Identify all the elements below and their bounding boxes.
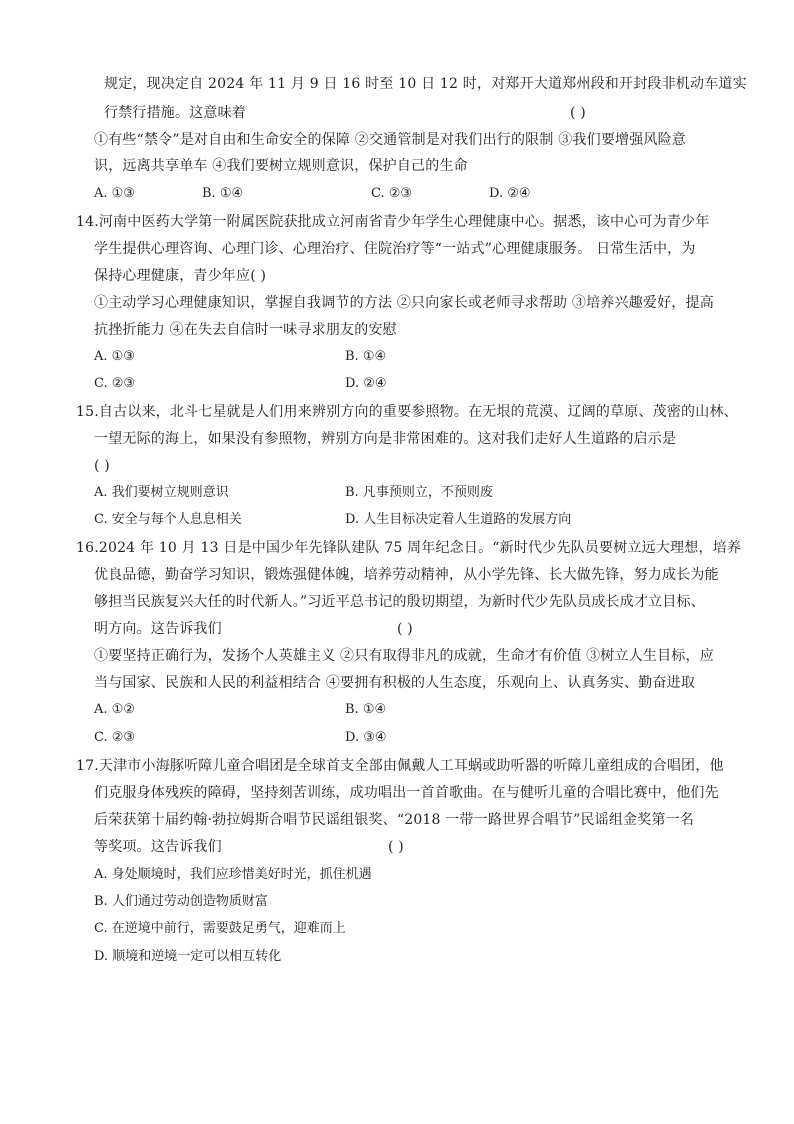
q13-option-b: B. ①④ [202, 186, 244, 201]
q16-statements-line-2: 当与国家、民族和人民的利益相结合 ④要拥有积极的人生态度，乐观向上、认真务实、勤奋进取 [94, 675, 696, 691]
q13-stem-line-1: 规定，现决定自 2024 年 11 月 9 日 16 时至 10 日 12 时，对郑开大道郑州段和开封段非机动车道实 [104, 76, 747, 92]
q14-stem-line-3: 保持心理健康，青少年应( ) [94, 268, 267, 284]
q16-answer-paren: ( ) [397, 621, 413, 637]
q15-option-c: C. 安全与每个人息息相关 [94, 512, 242, 527]
q16-option-c: C. ②③ [94, 730, 136, 745]
q13-statements-line-1: ①有些“禁令”是对自由和生命安全的保障 ②交通管制是对我们出行的限制 ③我们要增强风险意 [94, 132, 687, 148]
q15-stem-line-2: 一望无际的海上，如果没有参照物，辨别方向是非常困难的。这对我们走好人生道路的启示是 [94, 431, 677, 447]
q17-option-a: A. 身处顺境时，我们应珍惜美好时光，抓住机遇 [94, 867, 372, 882]
q15-answer-paren: ( ) [94, 458, 110, 474]
q13-stem-line-2: 行禁行措施。这意味着 [104, 105, 246, 121]
q15-option-a: A. 我们要树立规则意识 [94, 485, 229, 500]
q16-option-a: A. ①② [94, 702, 135, 717]
q16-option-d: D. ③④ [345, 730, 387, 745]
q16-stem-line-1: 16.2024 年 10 月 13 日是中国少年先锋队建队 75 周年纪念日。“新时代少先队员要树立远大理想，培养 [76, 540, 742, 556]
q13-statements-line-2: 识，远离共享单车 ④我们要树立规则意识，保护自己的生命 [94, 158, 468, 174]
q14-option-d: D. ②④ [345, 376, 387, 391]
q17-option-c: C. 在逆境中前行，需要鼓足勇气，迎难而上 [94, 921, 346, 936]
q13-option-d: D. ②④ [489, 186, 531, 201]
q17-option-b: B. 人们通过劳动创造物质财富 [94, 894, 268, 909]
q17-stem-line-4: 等奖项。这告诉我们 [94, 839, 222, 855]
q14-option-a: A. ①③ [94, 349, 135, 364]
q15-stem-line-1: 15.自古以来，北斗七星就是人们用来辨别方向的重要参照物。在无垠的荒漠、辽阔的草原、茂密的山林、 [76, 404, 738, 420]
q17-stem-line-1: 17.天津市小海豚听障儿童合唱团是全球首支全部由佩戴人工耳蜗或助听器的听障儿童组成的合唱团，他 [76, 758, 724, 774]
q17-answer-paren: ( ) [388, 839, 404, 855]
q14-stem-line-2: 学生提供心理咨询、心理门诊、心理治疗、住院治疗等“一站式”心理健康服务。 日常生活中，为 [94, 241, 696, 257]
q13-option-a: A. ①③ [94, 186, 135, 201]
q16-stem-line-2: 优良品德，勤奋学习知识，锻炼强健体魄，培养劳动精神，从小学先锋、长大做先锋，努力成长为能 [94, 567, 719, 583]
q14-statements-line-1: ①主动学习心理健康知识，掌握自我调节的方法 ②只向家长或老师寻求帮助 ③培养兴趣爱好，提高 [94, 295, 714, 311]
q17-option-d: D. 顺境和逆境一定可以相互转化 [94, 949, 282, 964]
q16-stem-line-3: 够担当民族复兴大任的时代新人。”习近平总书记的殷切期望，为新时代少先队员成长成才立目标、 [94, 594, 705, 610]
q13-answer-paren: ( ) [570, 105, 586, 121]
q15-option-d: D. 人生目标决定着人生道路的发展方向 [345, 512, 572, 527]
q14-statements-line-2: 抗挫折能力 ④在失去自信时一味寻求朋友的安慰 [94, 322, 397, 338]
q14-option-c: C. ②③ [94, 376, 136, 391]
q13-option-c: C. ②③ [371, 186, 413, 201]
q16-stem-line-4: 明方向。这告诉我们 [94, 621, 222, 637]
q15-option-b: B. 凡事预则立，不预则废 [345, 485, 493, 500]
q17-stem-line-3: 后荣获第十届约翰·勃拉姆斯合唱节民谣组银奖、“2018 一带一路世界合唱节”民谣组金奖第一名 [94, 812, 695, 828]
q17-stem-line-2: 们克服身体残疾的障碍，坚持刻苦训练，成功唱出一首首歌曲。在与健听儿童的合唱比赛中，他们先 [94, 785, 719, 801]
q16-option-b: B. ①④ [345, 702, 387, 717]
q14-option-b: B. ①④ [345, 349, 387, 364]
q16-statements-line-1: ①要坚持正确行为，发扬个人英雄主义 ②只有取得非凡的成就，生命才有价值 ③树立人生目标，应 [94, 648, 714, 664]
q14-stem-line-1: 14.河南中医药大学第一附属医院获批成立河南省青少年学生心理健康中心。据悉，该中心可为青少年 [76, 214, 710, 230]
